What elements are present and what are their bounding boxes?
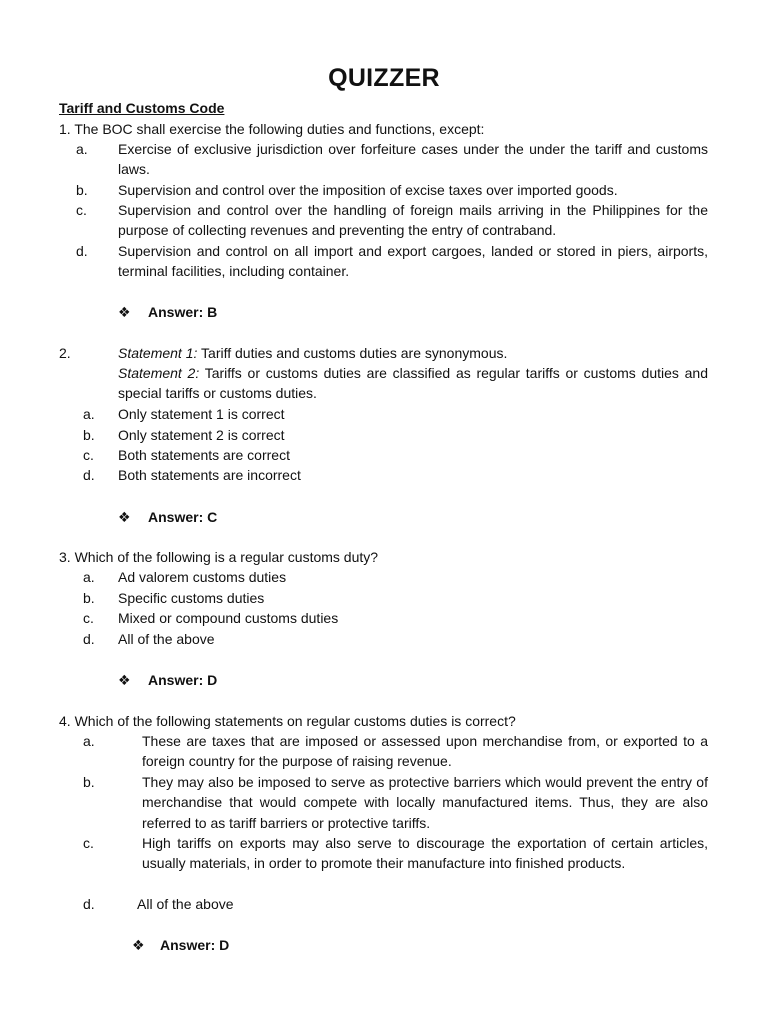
question-3-stem: 3. Which of the following is a regular customs duty? bbox=[59, 549, 379, 565]
question-1-option-c-letter: c. bbox=[76, 202, 87, 218]
question-2-option-d: Both statements are incorrect bbox=[118, 467, 301, 483]
question-2-option-c: Both statements are correct bbox=[118, 447, 290, 463]
diamond-bullet-icon: ❖ bbox=[132, 937, 145, 953]
question-3-option-a-letter: a. bbox=[83, 569, 95, 585]
question-2-statement-2 bbox=[118, 363, 708, 404]
diamond-bullet-icon: ❖ bbox=[118, 672, 131, 688]
statement-1-text: Tariff duties and customs duties are synonymous. bbox=[197, 345, 508, 361]
question-4-option-b: They may also be imposed to serve as protective barriers which would prevent the entry of merchandise that would compete with locally manufactured items. Thus, they are also referred to as tariff barriers or protective tariffs. bbox=[142, 774, 708, 831]
question-3-option-d: All of the above bbox=[118, 631, 215, 647]
question-4-option-c: High tariffs on exports may also serve to discourage the exportation of certain articles, usually materials, in order to promote their manufacture into finished products. bbox=[142, 835, 708, 872]
question-2-statement-1 bbox=[118, 343, 507, 363]
question-4-option-d: All of the above bbox=[137, 896, 234, 912]
question-4-option-b-letter: b. bbox=[83, 774, 95, 790]
statement-1-label: Statement 1: bbox=[118, 345, 198, 361]
question-3-option-b: Specific customs duties bbox=[118, 590, 265, 606]
question-3-answer: Answer: D bbox=[148, 672, 218, 688]
question-3-option-d-letter: d. bbox=[83, 631, 95, 647]
question-2-option-d-letter: d. bbox=[83, 467, 95, 483]
question-4-option-c-letter: c. bbox=[83, 835, 94, 851]
question-4-answer: Answer: D bbox=[160, 937, 230, 953]
question-1-option-b-letter: b. bbox=[76, 182, 88, 198]
question-3-option-c-letter: c. bbox=[83, 610, 94, 626]
statement-2-label: Statement 2: bbox=[118, 365, 200, 381]
question-1-option-d: Supervision and control on all import and export cargoes, landed or stored in piers, airports, terminal facilities, including container. bbox=[118, 243, 708, 280]
diamond-bullet-icon: ❖ bbox=[118, 509, 131, 525]
statement-2-text: Tariffs or customs duties are classified as regular tariffs or customs duties and special tariffs or customs duties. bbox=[118, 365, 708, 402]
diamond-bullet-icon: ❖ bbox=[118, 304, 131, 320]
question-2-answer: Answer: C bbox=[148, 509, 218, 525]
question-4-option-d-letter: d. bbox=[83, 896, 95, 912]
question-2-option-a-letter: a. bbox=[83, 406, 95, 422]
question-2-option-b-letter: b. bbox=[83, 427, 95, 443]
question-2-option-b: Only statement 2 is correct bbox=[118, 427, 285, 443]
question-4-stem: 4. Which of the following statements on regular customs duties is correct? bbox=[59, 713, 516, 729]
section-heading: Tariff and Customs Code bbox=[59, 100, 225, 116]
question-2-number: 2. bbox=[59, 345, 71, 361]
question-1-option-a-letter: a. bbox=[76, 141, 88, 157]
page-title: QUIZZER bbox=[328, 64, 440, 92]
question-2-option-a: Only statement 1 is correct bbox=[118, 406, 285, 422]
question-4-option-a: These are taxes that are imposed or assessed upon merchandise from, or exported to a foreign country for the purpose of raising revenue. bbox=[142, 733, 708, 770]
question-1-option-d-letter: d. bbox=[76, 243, 88, 259]
question-1-option-a: Exercise of exclusive jurisdiction over forfeiture cases under the under the tariff and customs laws. bbox=[118, 141, 708, 178]
question-4-option-a-letter: a. bbox=[83, 733, 95, 749]
question-1-stem: 1. The BOC shall exercise the following duties and functions, except: bbox=[59, 121, 485, 137]
question-1-answer: Answer: B bbox=[148, 304, 218, 320]
question-1-option-b: Supervision and control over the imposition of excise taxes over imported goods. bbox=[118, 182, 618, 198]
question-3-option-c: Mixed or compound customs duties bbox=[118, 610, 339, 626]
question-3-option-a: Ad valorem customs duties bbox=[118, 569, 287, 585]
question-3-option-b-letter: b. bbox=[83, 590, 95, 606]
question-2-option-c-letter: c. bbox=[83, 447, 94, 463]
question-1-option-c: Supervision and control over the handling of foreign mails arriving in the Philippines for the purpose of collecting revenues and preventing the entry of contraband. bbox=[118, 202, 708, 239]
